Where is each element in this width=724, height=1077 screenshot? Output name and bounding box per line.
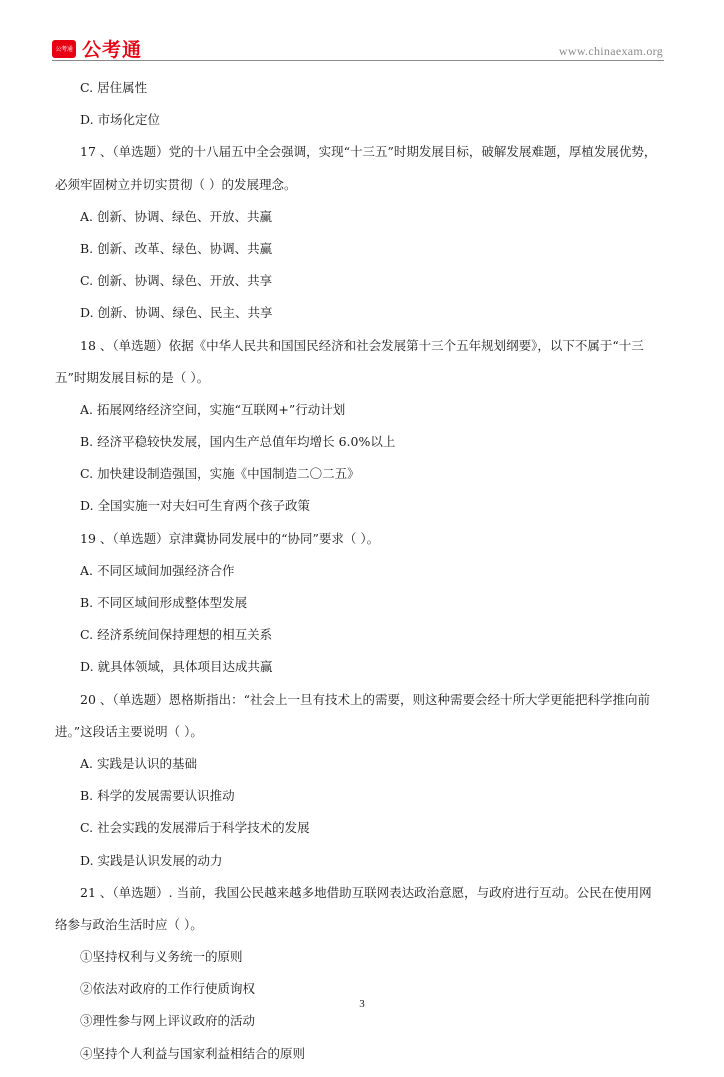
question-19-option-a: A. 不同区域间加强经济合作	[80, 562, 235, 578]
question-20-option-a: A. 实践是认识的基础	[80, 755, 197, 771]
question-21-stem: 21 、（单选题）. 当前，我国公民越来越多地借助互联网表达政治意愿，与政府进行互动。公民在使用网	[80, 884, 652, 900]
logo-badge: 公考通	[52, 40, 76, 58]
question-17-option-c: C. 创新、协调、绿色、开放、共享	[80, 273, 273, 289]
question-18-stem: 18 、（单选题）依据《中华人民共和国国民经济和社会发展第十三个五年规划纲要》，以下不属于“十三	[80, 337, 644, 353]
question-21-item-4: ④坚持个人利益与国家利益相结合的原则	[80, 1045, 306, 1061]
question-20-stem: 20 、（单选题）恩格斯指出：“社会上一旦有技术上的需要，则这种需要会经十所大学更能把科学推向前	[80, 691, 651, 707]
brand-logo	[52, 35, 142, 62]
question-20-option-b: B. 科学的发展需要认识推动	[80, 788, 235, 804]
question-18-option-b: B. 经济平稳较快发展，国内生产总值年均增长 6.0%以上	[80, 434, 396, 450]
question-18-option-a: A. 拓展网络经济空间，实施“互联网+”行动计划	[80, 401, 346, 417]
question-21-item-3: ③理性参与网上评议政府的活动	[80, 1013, 256, 1029]
question-17-option-a: A. 创新、协调、绿色、开放、共赢	[80, 208, 272, 224]
question-21-item-1: ①坚持权利与义务统一的原则	[80, 949, 243, 965]
question-19-option-d: D. 就具体领域，具体项目达成共赢	[80, 659, 273, 675]
header-divider	[52, 60, 664, 61]
option-17-d-prev: D. 市场化定位	[80, 112, 161, 128]
question-17-stem: 17 、（单选题）党的十八届五中全会强调，实现“十三五”时期发展目标，破解发展难题，厚植发展优势，	[80, 144, 657, 160]
logo-text: 公考通	[82, 39, 143, 61]
question-17-stem-cont: 必须牢固树立并切实贯彻（ ）的发展理念。	[55, 176, 297, 192]
question-19-option-c: C. 经济系统间保持理想的相互关系	[80, 627, 273, 643]
question-20-stem-cont: 进。”这段话主要说明（ ）。	[55, 723, 203, 739]
question-20-option-c: C. 社会实践的发展滞后于科学技术的发展	[80, 820, 310, 836]
question-17-option-d: D. 创新、协调、绿色、民主、共享	[80, 305, 273, 321]
question-18-stem-cont: 五”时期发展目标的是（ ）。	[55, 369, 210, 385]
question-20-option-d: D. 实践是认识发展的动力	[80, 852, 223, 868]
question-17-option-b: B. 创新、改革、绿色、协调、共赢	[80, 240, 273, 256]
question-21-item-2: ②依法对政府的工作行使质询权	[80, 981, 256, 997]
page-number: 3	[359, 998, 365, 1010]
question-18-option-d: D. 全国实施一对夫妇可生育两个孩子政策	[80, 498, 311, 514]
document-body	[55, 79, 668, 1077]
question-18-option-c: C. 加快建设制造强国，实施《中国制造二〇二五》	[80, 466, 360, 482]
site-url: www.chinaexam.org	[558, 44, 663, 58]
question-21-stem-cont: 络参与政治生活时应（ ）。	[55, 916, 203, 932]
question-19-option-b: B. 不同区域间形成整体型发展	[80, 595, 248, 610]
question-19-stem: 19 、（单选题）京津冀协同发展中的“协同”要求（ ）。	[80, 530, 380, 546]
option-17-c-prev: C. 居住属性	[80, 80, 148, 95]
